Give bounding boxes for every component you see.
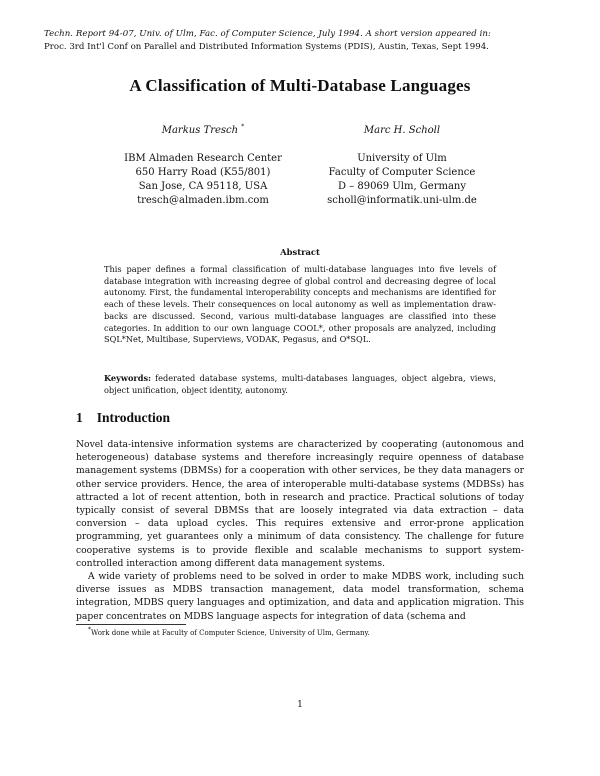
section-number: 1 — [76, 410, 83, 425]
author-1-footnote-mark: * — [241, 123, 245, 131]
author-1-email: tresch@almaden.ibm.com — [137, 195, 269, 206]
author-2 — [292, 124, 512, 208]
page-number: 1 — [297, 700, 303, 710]
author-2-faculty: Faculty of Computer Science — [328, 167, 476, 178]
abstract-heading: Abstract — [280, 247, 320, 257]
author-2-institution: University of Ulm — [357, 153, 447, 164]
section-body — [76, 438, 524, 623]
section-title: Introduction — [96, 410, 171, 425]
keywords-text: federated database systems, multi-databases languages, object algebra, views, object unification, object identity, autonomy. — [104, 373, 496, 395]
author-1 — [98, 124, 308, 208]
author-block — [0, 124, 600, 214]
author-2-name-line — [292, 124, 512, 138]
author-2-name: Marc H. Scholl — [363, 125, 441, 136]
footnote — [88, 628, 518, 638]
author-1-name-line — [98, 124, 308, 138]
paragraph-1: Novel data-intensive information systems are characterized by cooperating (autonomous and heterogeneous) database systems and therefore increasingly require openness of database management systems (DBMSs) for a cooperation with other services, be they data managers or other service providers. Hence, the area of interoperable multi-database systems (MDBSs) has attracted a lot of recent attention, both in research and practice. Practical solutions of today typically consist of several DBMSs that are loosely integrated via data extraction – data conversion – data upload cycles. This requires extensive and error-prone application programming, yet guarantees only a minimum of data consistency. The challenge for future cooperative systems is to provide flexible and scalable mechanisms to support system-controlled interaction among different data management systems. — [76, 439, 524, 569]
publication-note-line-1: Techn. Report 94-07, Univ. of Ulm, Fac. of Computer Science, July 1994. A short version appeared in: — [44, 29, 491, 39]
section-heading — [76, 410, 170, 426]
author-1-name: Markus Tresch — [161, 125, 239, 136]
footnote-text: Work done while at Faculty of Computer Science, University of Ulm, Germany. — [91, 629, 370, 637]
paper-title: A Classification of Multi-Database Languages — [129, 76, 471, 95]
author-1-city: San Jose, CA 95118, USA — [138, 181, 268, 192]
keywords-label: Keywords: — [104, 373, 152, 383]
abstract-text: This paper defines a formal classification of multi-database languages into five levels of database integration with increasing degree of global control and decreasing degree of local autonomy. First, the fundamental interoperability concepts and mechanisms are identified for each of these levels. Their consequences on local autonomy as well as implementation draw-backs are discussed. Second, various multi-database languages are classified into these categories. In addition to our own language COOL*, other proposals are analyzed, including SQL*Net, Multibase, Superviews, VODAK, Pegasus, and O*SQL. — [104, 264, 496, 345]
publication-note — [44, 28, 564, 54]
author-2-city: D – 89069 Ulm, Germany — [337, 181, 467, 192]
footnote-divider — [76, 624, 186, 625]
author-1-street: 650 Harry Road (K55/801) — [135, 167, 271, 178]
keywords — [104, 373, 496, 396]
publication-note-line-2: Proc. 3rd Int'l Conf on Parallel and Distributed Information Systems (PDIS), Austin, Texas, Sept 1994. — [44, 42, 489, 52]
author-2-email: scholl@informatik.uni-ulm.de — [327, 195, 477, 206]
footnote-mark: * — [88, 626, 91, 634]
paragraph-2: A wide variety of problems need to be solved in order to make MDBS work, including such diverse issues as MDBS transaction management, data model transformation, schema integration, MDBS query languages and optimization, and data and application migration. This paper concentrates on MDBS language aspects for integration of data (schema and — [76, 571, 524, 622]
author-1-institution: IBM Almaden Research Center — [124, 153, 282, 164]
